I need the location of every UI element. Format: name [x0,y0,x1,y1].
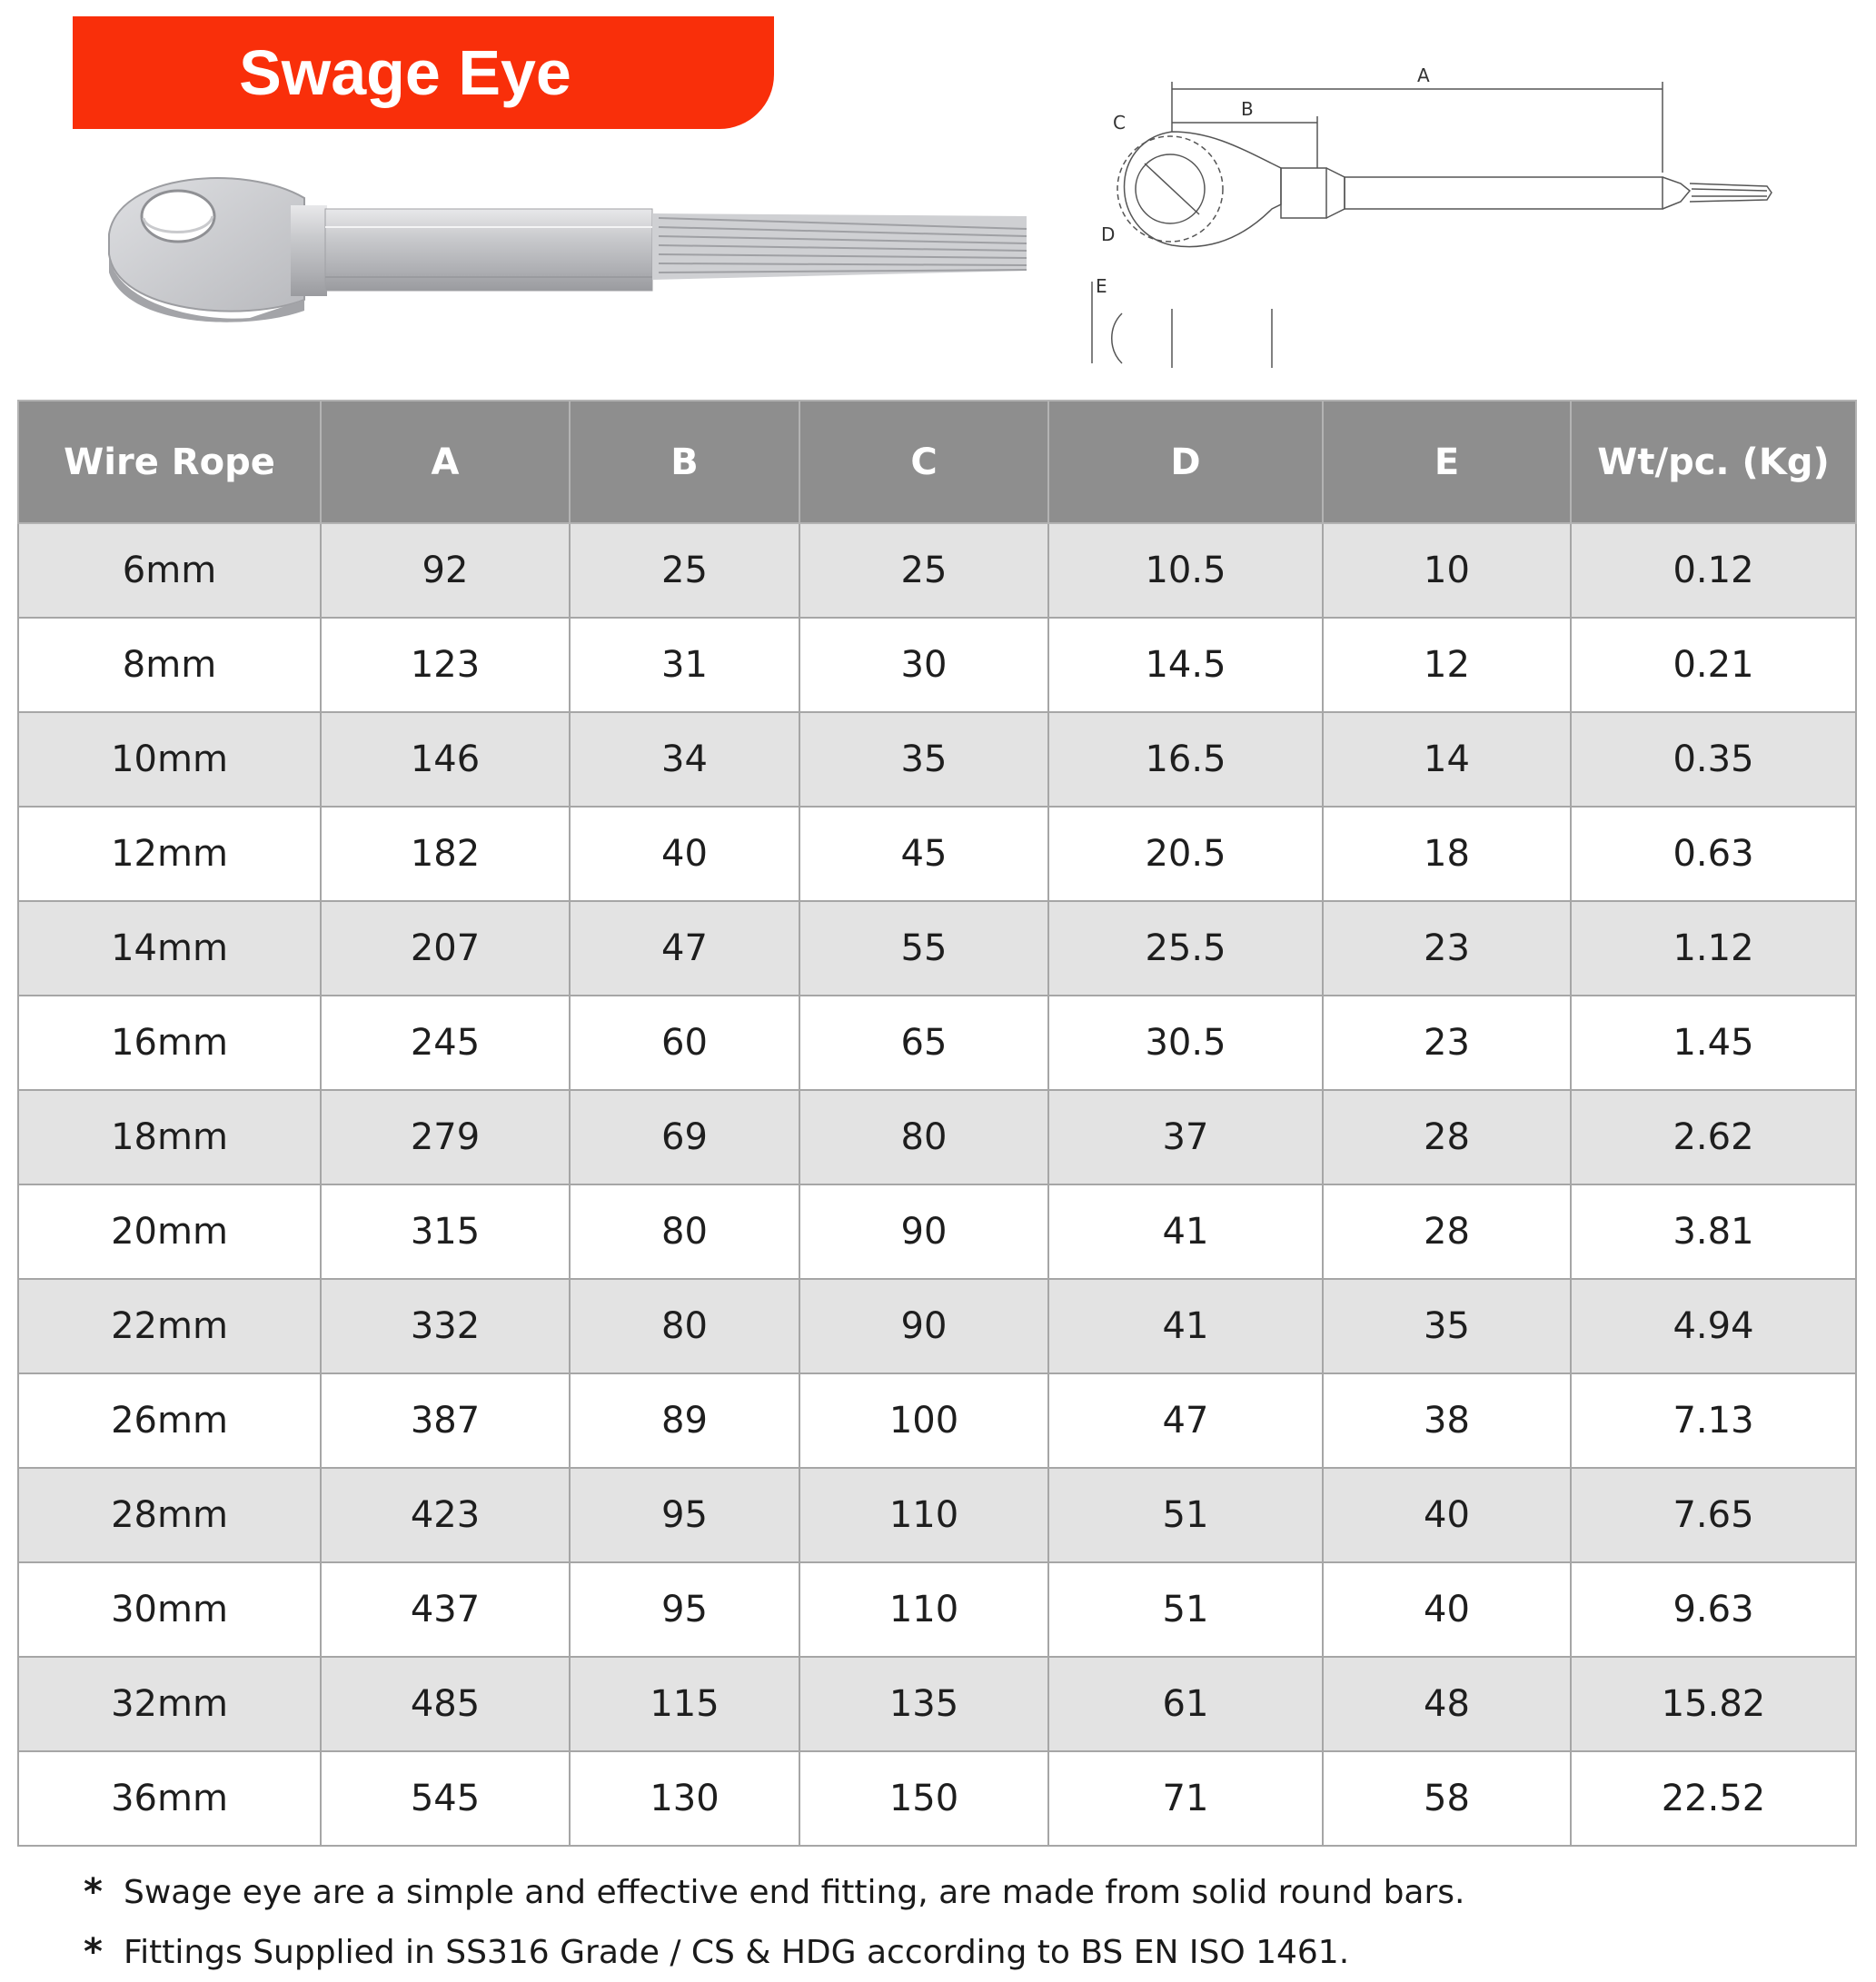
cell-d: 51 [1048,1468,1323,1562]
cell-wire-rope: 20mm [18,1184,321,1279]
cell-b: 80 [570,1279,799,1373]
table-row [18,1468,1856,1562]
cell-wire-rope: 32mm [18,1657,321,1751]
drawing-label-c: C [1113,112,1126,134]
cell-wire-rope: 22mm [18,1279,321,1373]
note-bullet: * [84,1931,103,1973]
cell-b: 115 [570,1657,799,1751]
cell-weight: 0.63 [1571,807,1856,901]
cell-c: 110 [799,1468,1048,1562]
header-wire-rope: Wire Rope [18,401,321,523]
cell-e: 23 [1323,996,1571,1090]
cell-d: 61 [1048,1657,1323,1751]
cell-weight: 0.35 [1571,712,1856,807]
cell-e: 40 [1323,1468,1571,1562]
cell-e: 35 [1323,1279,1571,1373]
cell-weight: 7.13 [1571,1373,1856,1468]
cell-e: 10 [1323,523,1571,618]
cell-d: 30.5 [1048,996,1323,1090]
header-weight: Wt/pc. (Kg) [1571,401,1856,523]
cell-c: 55 [799,901,1048,996]
cell-weight: 0.12 [1571,523,1856,618]
drawing-label-a: A [1417,64,1430,86]
cell-b: 60 [570,996,799,1090]
header-c: C [799,401,1048,523]
cell-weight: 15.82 [1571,1657,1856,1751]
cell-weight: 2.62 [1571,1090,1856,1184]
product-photo [91,164,1045,345]
table-row [18,1751,1856,1846]
cell-weight: 22.52 [1571,1751,1856,1846]
cell-c: 110 [799,1562,1048,1657]
header-d: D [1048,401,1323,523]
cell-a: 423 [321,1468,570,1562]
cell-wire-rope: 6mm [18,523,321,618]
table-row [18,1657,1856,1751]
cell-b: 40 [570,807,799,901]
cell-c: 30 [799,618,1048,712]
header-b: B [570,401,799,523]
cell-wire-rope: 36mm [18,1751,321,1846]
cell-b: 89 [570,1373,799,1468]
cell-a: 92 [321,523,570,618]
table-row [18,1184,1856,1279]
cell-e: 40 [1323,1562,1571,1657]
notes [84,1862,1810,1982]
drawing-label-b: B [1241,98,1254,120]
cell-d: 51 [1048,1562,1323,1657]
cell-c: 25 [799,523,1048,618]
header-a: A [321,401,570,523]
cell-a: 545 [321,1751,570,1846]
cell-c: 65 [799,996,1048,1090]
cell-c: 90 [799,1184,1048,1279]
cell-wire-rope: 26mm [18,1373,321,1468]
table-row [18,523,1856,618]
table-row [18,1279,1856,1373]
table-row [18,618,1856,712]
cell-c: 150 [799,1751,1048,1846]
cell-weight: 9.63 [1571,1562,1856,1657]
page-title: Swage Eye [239,37,571,108]
cell-b: 80 [570,1184,799,1279]
cell-e: 28 [1323,1090,1571,1184]
cell-d: 20.5 [1048,807,1323,901]
cell-b: 34 [570,712,799,807]
cell-d: 16.5 [1048,712,1323,807]
table-row [18,807,1856,901]
cell-d: 10.5 [1048,523,1323,618]
table-row [18,996,1856,1090]
note-text: Swage eye are a simple and effective end fitting, are made from solid round bars. [124,1873,1465,1911]
table-header-row [18,401,1856,523]
cell-e: 38 [1323,1373,1571,1468]
cell-d: 71 [1048,1751,1323,1846]
cell-c: 135 [799,1657,1048,1751]
cell-a: 437 [321,1562,570,1657]
cell-a: 245 [321,996,570,1090]
cell-d: 41 [1048,1279,1323,1373]
cell-d: 25.5 [1048,901,1323,996]
cell-wire-rope: 10mm [18,712,321,807]
cell-b: 95 [570,1562,799,1657]
spec-table [17,400,1857,1847]
title-banner [73,16,774,129]
cell-e: 23 [1323,901,1571,996]
technical-drawing [1054,55,1799,382]
cell-a: 207 [321,901,570,996]
cell-weight: 1.12 [1571,901,1856,996]
drawing-label-d: D [1101,223,1116,245]
cell-b: 95 [570,1468,799,1562]
cell-a: 279 [321,1090,570,1184]
table-row [18,712,1856,807]
note-text: Fittings Supplied in SS316 Grade / CS & HDG according to BS EN ISO 1461. [124,1933,1350,1971]
cell-weight: 3.81 [1571,1184,1856,1279]
cell-wire-rope: 28mm [18,1468,321,1562]
cell-wire-rope: 8mm [18,618,321,712]
cell-e: 14 [1323,712,1571,807]
cell-a: 146 [321,712,570,807]
cell-a: 485 [321,1657,570,1751]
cell-d: 37 [1048,1090,1323,1184]
cell-c: 90 [799,1279,1048,1373]
cell-wire-rope: 12mm [18,807,321,901]
cell-weight: 0.21 [1571,618,1856,712]
note-bullet: * [84,1871,103,1913]
cell-c: 35 [799,712,1048,807]
table-body [18,523,1856,1846]
cell-weight: 7.65 [1571,1468,1856,1562]
drawing-label-e: E [1096,275,1107,297]
table-row [18,901,1856,996]
table-row [18,1373,1856,1468]
cell-e: 48 [1323,1657,1571,1751]
note-item [84,1922,1810,1982]
cell-a: 332 [321,1279,570,1373]
cell-b: 130 [570,1751,799,1846]
table-row [18,1090,1856,1184]
cell-b: 47 [570,901,799,996]
cell-d: 47 [1048,1373,1323,1468]
cell-weight: 1.45 [1571,996,1856,1090]
cell-wire-rope: 16mm [18,996,321,1090]
cell-c: 100 [799,1373,1048,1468]
cell-d: 41 [1048,1184,1323,1279]
cell-d: 14.5 [1048,618,1323,712]
cell-b: 69 [570,1090,799,1184]
cell-e: 12 [1323,618,1571,712]
cell-c: 80 [799,1090,1048,1184]
cell-c: 45 [799,807,1048,901]
cell-a: 315 [321,1184,570,1279]
cell-wire-rope: 30mm [18,1562,321,1657]
cell-e: 18 [1323,807,1571,901]
header-e: E [1323,401,1571,523]
cell-a: 123 [321,618,570,712]
cell-weight: 4.94 [1571,1279,1856,1373]
table-row [18,1562,1856,1657]
cell-e: 58 [1323,1751,1571,1846]
cell-b: 31 [570,618,799,712]
cell-b: 25 [570,523,799,618]
cell-e: 28 [1323,1184,1571,1279]
cell-a: 387 [321,1373,570,1468]
note-item [84,1862,1810,1922]
cell-a: 182 [321,807,570,901]
cell-wire-rope: 14mm [18,901,321,996]
cell-wire-rope: 18mm [18,1090,321,1184]
